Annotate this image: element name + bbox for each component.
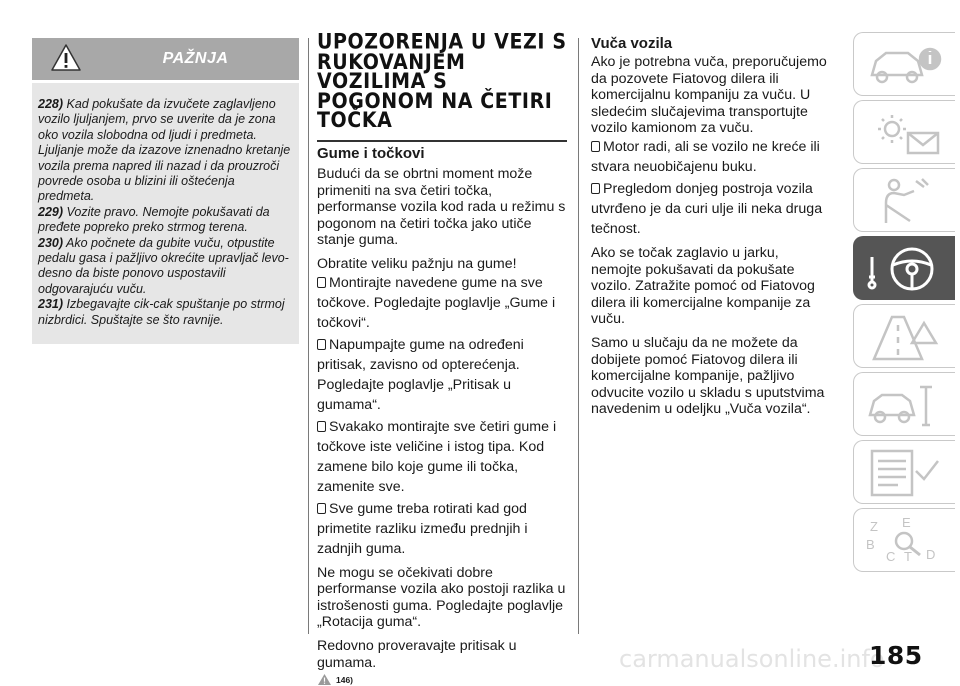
warning-item <box>38 97 292 205</box>
list-item-text: Svakako montirajte sve četiri gume i točkove iste veličine i istog tipa. Kod zamene bilo koje gume ili točka, zamenite sve. <box>317 418 557 495</box>
svg-text:Z: Z <box>870 519 878 534</box>
middle-column <box>317 29 567 685</box>
list-item <box>317 273 569 333</box>
tab-specs-list[interactable] <box>853 440 955 504</box>
list-item-text: Motor radi, ali se vozilo ne kreće ili stvara neuobičajenu buku. <box>591 138 820 175</box>
middle-body <box>317 145 569 686</box>
paragraph: Samo u slučaju da ne možete da dobijete pomoć Fiatovog dilera ili komercijalne kompanije, pažljivo odvucite vozilo u skladu s uputstvima navedenim u odeljku „Vuča vozila“. <box>591 334 825 418</box>
watermark: carmanualsonline.info <box>619 645 885 673</box>
warning-reference <box>317 673 569 686</box>
warning-number: 229) <box>38 204 64 219</box>
warning-text: Vozite pravo. Nemojte pokušavati da pređete popreko preko strmog terena. <box>38 204 270 235</box>
column-divider <box>578 38 579 634</box>
seat-safety-icon <box>864 175 948 227</box>
tab-steering-key[interactable] <box>853 236 955 300</box>
svg-text:T: T <box>904 549 912 564</box>
chapter-tabs <box>853 32 955 576</box>
warning-item <box>38 205 292 236</box>
steering-key-icon <box>864 243 948 295</box>
car-info-icon <box>864 39 948 91</box>
bullet-icon <box>317 339 326 350</box>
warning-header <box>32 38 299 80</box>
warning-item <box>38 236 292 298</box>
warning-title: PAŽNJA <box>162 50 229 67</box>
warning-text: Kad pokušate da izvučete zaglavljeno vozilo ljuljanjem, prvo se uverite da je zona oko vozila slobodna od ljudi i predmeta. Ljuljanje može da izazove iznenadno kretanje vozila prema napred ili nazad i da prouzroči povrede osoba u blizini ili oštećenja predmeta. <box>38 97 291 204</box>
warning-number: 228) <box>38 97 64 111</box>
paragraph: Obratite veliku pažnju na gume! <box>317 255 517 272</box>
list-item <box>317 417 569 497</box>
warning-triangle-icon <box>50 43 82 73</box>
list-item <box>591 137 831 177</box>
subheading: Vuča vozila <box>591 35 673 52</box>
paragraph: Ako je potrebna vuča, preporučujemo da pozovete Fiatovog dilera ili komercijalnu kompaniju za vuču. U sledećim slučajevima transportujte vozilo kamionom za vuču. <box>591 54 827 137</box>
tab-seat-safety[interactable] <box>853 168 955 232</box>
paragraph: Redovno proveravajte pritisak u gumama. <box>317 637 517 671</box>
dashboard-lights-icon <box>864 107 948 159</box>
alphabet-index-icon <box>864 515 948 567</box>
road-warning-icon <box>864 311 948 363</box>
svg-text:D: D <box>926 547 936 562</box>
warning-body <box>32 83 299 344</box>
list-item-text: Montirajte navedene gume na sve točkove. Pogledajte poglavlje „Gume i točkovi“. <box>317 274 556 331</box>
warning-text: Ako počnete da gubite vuču, otpustite pedalu gasa i pažljivo okrećite upravljač levo-desno da biste ponovo uspostavili odgovarajuću vuču. <box>38 235 289 296</box>
bullet-icon <box>317 503 326 514</box>
list-item <box>317 499 569 559</box>
paragraph: Ne mogu se očekivati dobre performanse vozila ako postoji razlika u istrošenosti guma. Pogledajte poglavlje „Rotacija guma“. <box>317 564 566 631</box>
tab-dashboard-lights[interactable] <box>853 100 955 164</box>
warning-number: 231) <box>38 297 64 312</box>
small-warning-icon <box>317 673 332 686</box>
car-service-icon <box>864 379 948 431</box>
specs-list-icon <box>864 447 948 499</box>
warning-number: 230) <box>38 235 64 250</box>
paragraph: Ako se točak zaglavio u jarku, nemojte pokušavati da pokušate vozilo. Zatražite pomoć od Fiatovog dilera ili komercijalne kompanije za vuču. <box>591 244 815 328</box>
list-item-text: Napumpajte gume na određeni pritisak, zavisno od opterećenja. Pogledajte poglavlje „Pritisak u gumama“. <box>317 336 524 413</box>
tab-road-warning[interactable] <box>853 304 955 368</box>
bullet-icon <box>591 183 600 194</box>
reference-number: 146) <box>336 674 354 685</box>
page-number: 185 <box>869 641 923 670</box>
tab-car-service[interactable] <box>853 372 955 436</box>
list-item-text: Sve gume treba rotirati kad god primetite razliku između prednjih i zadnjih guma. <box>317 500 528 557</box>
list-item-text: Pregledom donjeg postroja vozila utvrđeno je da curi ulje ili neka druga tečnost. <box>591 180 823 237</box>
bullet-icon <box>317 277 326 288</box>
section-title: UPOZORENJA U VEZI S RUKOVANJEM VOZILIMA S POGONOM NA ČETIRI TOČKA <box>317 29 567 133</box>
list-item <box>591 179 831 239</box>
warning-text: Izbegavajte cik-cak spuštanje po strmoj nizbrdici. Spuštajte se što ravnije. <box>38 297 285 327</box>
tab-car-info[interactable] <box>853 32 955 96</box>
title-underline <box>317 140 567 142</box>
tab-alphabet-index[interactable] <box>853 508 955 572</box>
bullet-icon <box>317 421 326 432</box>
svg-text:B: B <box>866 537 875 552</box>
subheading: Gume i točkovi <box>317 145 425 162</box>
list-item <box>317 335 569 415</box>
right-column <box>591 35 831 425</box>
warning-item <box>38 297 292 328</box>
svg-text:E: E <box>902 515 911 530</box>
bullet-icon <box>591 141 600 152</box>
paragraph: Budući da se obrtni moment može primeniti na sva četiri točka, performanse vozila kod rada u režimu s pogonom na četiri točka jako utiče stanje guma. <box>317 166 566 249</box>
warning-box <box>32 38 299 344</box>
column-divider <box>308 38 309 634</box>
svg-text:C: C <box>886 549 896 564</box>
